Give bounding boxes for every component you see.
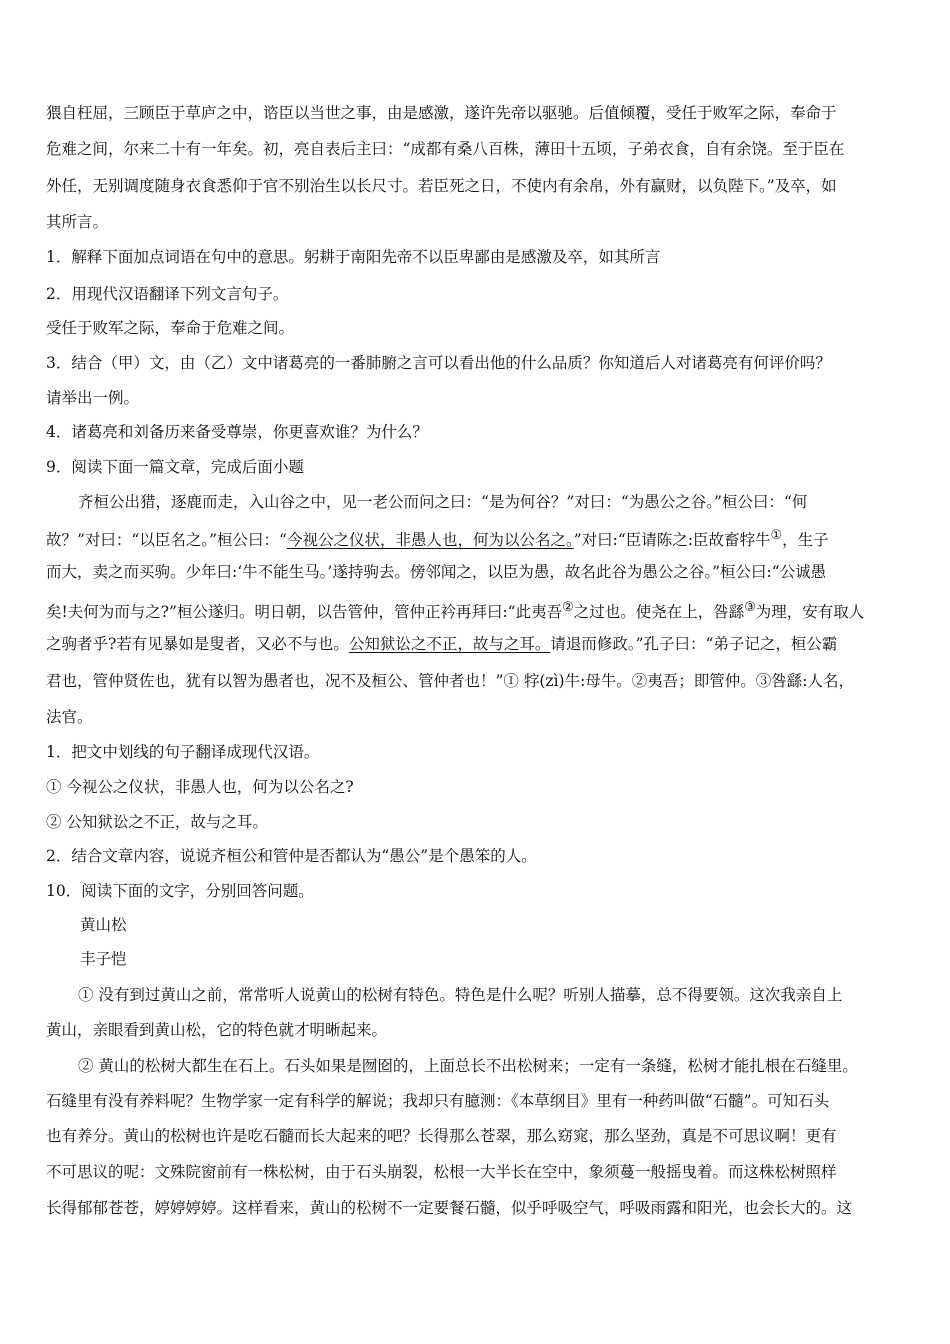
question-line: ① 今视公之仪状，非愚人也，何为以公名之? — [46, 778, 354, 796]
section-heading: 9．阅读下面一篇文章，完成后面小题 — [46, 458, 304, 476]
essay-line: 黄山，亲眼看到黄山松，它的特色就才明晰起来。 — [46, 1021, 388, 1039]
question-line: 2．结合文章内容，说说齐桓公和管仲是否都认为“愚公”是个愚笨的人。 — [46, 847, 537, 865]
question-line: 请举出一例。 — [46, 389, 140, 407]
passage-line: 而大，卖之而买驹。少年曰:‘牛不能生马。’遂持驹去。傍邻闻之，以臣为愚，故名此谷为愚公之谷。”桓公曰:“公诚愚 — [46, 563, 827, 581]
question-line: 2．用现代汉语翻译下列文言句子。 — [46, 285, 289, 303]
question-line: 受任于败军之际，奉命于危难之间。 — [46, 319, 295, 337]
footnote-mark: ② — [562, 600, 574, 615]
underlined-sentence-1: 今视公之仪状，非愚人也，何为以公名之。 — [286, 531, 574, 550]
passage-line: 君也，管仲贤佐也，犹有以智为愚者也，况不及桓公、管仲者也！”① 牸(zì)牛:母牛。②夷吾；即管仲。③咎繇:人名， — [46, 672, 855, 690]
question-line: 1．把文中划线的句子翻译成现代汉语。 — [46, 743, 320, 761]
passage-line: 矣!夫何为而与之?”桓公遂归。明日朝，以告管仲，管仲正衿再拜曰:“此夷吾②之过也。使尧在上，咎繇③为理，安有取人 — [46, 600, 865, 622]
essay-line: 长得郁郁苍苍，婷婷婷婷。这样看来，黄山的松树不一定要餐石髓，似乎呼吸空气，呼吸雨露和阳光，也会长大的。这 — [46, 1199, 853, 1217]
essay-line: ① 没有到过黄山之前，常常听人说黄山的松树有特色。特色是什么呢？听别人描摹，总不得要领。这次我亲自上 — [78, 986, 843, 1004]
question-line: 1．解释下面加点词语在句中的意思。躬耕于南阳先帝不以臣卑鄙由是感激及卒，如其所言 — [46, 248, 661, 266]
footnote-mark: ① — [770, 528, 783, 543]
passage-line: 故？”对曰：“以臣名之。”桓公曰：“今视公之仪状，非愚人也，何为以公名之。”对曰:“臣请陈之:臣故畜牸牛①，生子 — [46, 528, 829, 550]
underlined-sentence-2: 公知狱讼之不正，故与之耳。 — [348, 635, 551, 653]
text-line: 危难之间，尔来二十有一年矣。初，亮自表后主曰：“成都有桑八百株，薄田十五顷，子弟衣食，自有余饶。至于臣在 — [46, 140, 845, 158]
section-heading: 10．阅读下面的文字，分别回答问题。 — [46, 882, 314, 900]
question-line: 4．诸葛亮和刘备历来备受尊崇，你更喜欢谁？为什么？ — [46, 423, 428, 441]
essay-line: 石缝里有没有养料呢？生物学家一定有科学的解说；我却只有臆测：《本草纲目》里有一种药叫做“石髓”。可知石头 — [46, 1092, 830, 1110]
text-line: 其所言。 — [46, 213, 109, 231]
passage-line: 法官。 — [46, 708, 93, 726]
essay-author: 丰子恺 — [80, 950, 127, 968]
essay-line: 也有养分。黄山的松树也许是吃石髓而长大起来的吧？长得那么苍翠，那么窈窕，那么坚劲，真是不可思议啊！更有 — [46, 1127, 837, 1145]
essay-line: 不可思议的呢：文殊院窗前有一株松树，由于石头崩裂，松根一大半长在空中，象须蔓一般摇曳着。而这株松树照样 — [46, 1163, 837, 1181]
passage-line: 齐桓公出猎，逐鹿而走，入山谷之中，见一老公而问之曰：“是为何谷？”对曰：“为愚公之谷。”桓公曰：“何 — [78, 493, 808, 511]
text-line: 猥自枉屈，三顾臣于草庐之中，谘臣以当世之事，由是感激，遂许先帝以驱驰。后值倾覆，受任于败军之际，奉命于 — [46, 104, 837, 122]
essay-title: 黄山松 — [80, 916, 127, 934]
question-line: 3．结合（甲）文，由（乙）文中诸葛亮的一番肺腑之言可以看出他的什么品质？你知道后人对诸葛亮有何评价吗？ — [46, 354, 831, 372]
essay-line: ② 黄山的松树大都生在石上。石头如果是囫囵的，上面总长不出松树来；一定有一条缝，松树才能扎根在石缝里。 — [78, 1057, 858, 1075]
footnote-mark: ③ — [744, 600, 756, 615]
question-line: ② 公知狱讼之不正，故与之耳。 — [46, 813, 268, 831]
passage-line: 之驹者乎?若有见暴如是叟者，又必不与也。公知狱讼之不正，故与之耳。请退而修政。”孔子曰：“弟子记之，桓公霸 — [46, 635, 838, 653]
text-line: 外任，无别调度随身衣食悉仰于官不别治生以长尺寸。若臣死之日，不使内有余帛，外有赢财，以负陛下。”及卒，如 — [46, 177, 837, 195]
